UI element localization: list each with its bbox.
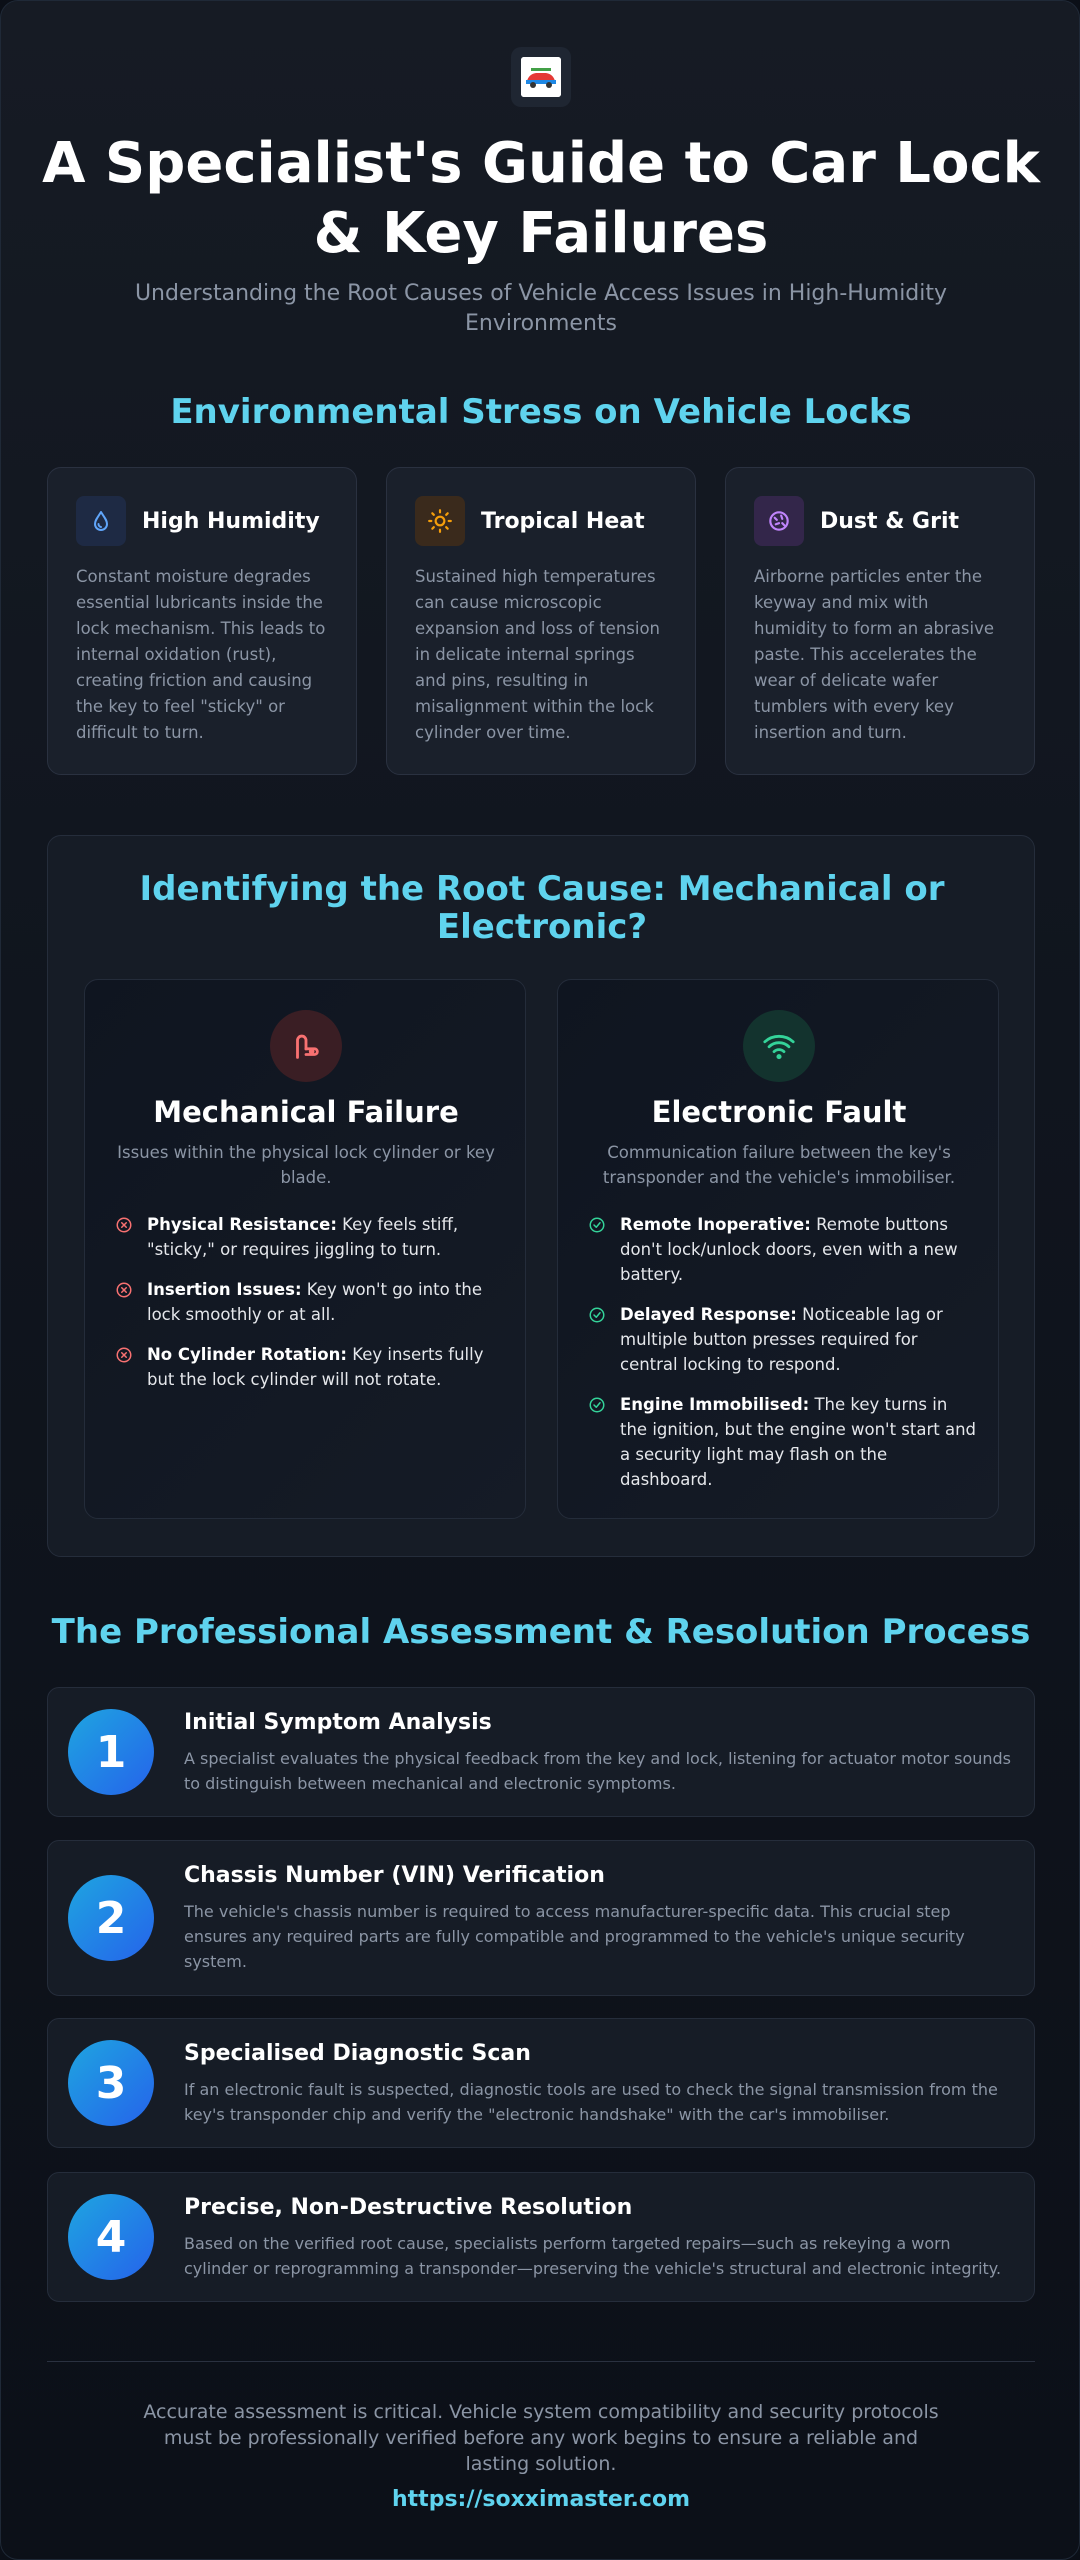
page-subtitle: Understanding the Root Causes of Vehicle Access Issues in High-Humidity Environments <box>134 281 948 336</box>
process-step-2 <box>47 1840 1035 1996</box>
logo <box>511 47 571 107</box>
card-text: Sustained high temperatures can cause microscopic expansion and loss of tension in delicate internal springs and pins, resulting in misalignment within the lock cylinder over time. <box>415 567 661 742</box>
x-circle-icon <box>115 1281 133 1299</box>
process-step-1 <box>47 1687 1035 1817</box>
list-item <box>588 1212 978 1287</box>
mechanical-failure-panel <box>84 979 526 1519</box>
footer-note: Accurate assessment is critical. Vehicle system compatibility and security protocols must be professionally verified before any work begins to ensure a reliable and lasting solution. <box>143 2401 939 2475</box>
mechanical-subtitle: Issues within the physical lock cylinder or key blade. <box>117 1143 495 1187</box>
step-title: Initial Symptom Analysis <box>184 1710 492 1735</box>
x-circle-icon <box>115 1216 133 1234</box>
mechanical-list <box>115 1212 505 1407</box>
step-number-badge: 3 <box>68 2040 154 2126</box>
droplet-icon <box>76 496 126 546</box>
card-title: High Humidity <box>142 508 320 534</box>
process-heading: The Professional Assessment & Resolution Process <box>51 1612 1031 1652</box>
list-item <box>115 1342 505 1392</box>
step-title: Precise, Non-Destructive Resolution <box>184 2195 633 2220</box>
card-tropical-heat <box>386 467 696 775</box>
list-item <box>115 1277 505 1327</box>
item-text: Remote buttons don't lock/unlock doors, even with a new battery. <box>620 1215 958 1284</box>
sun-icon <box>415 496 465 546</box>
list-item <box>588 1302 978 1377</box>
step-title: Chassis Number (VIN) Verification <box>184 1863 605 1888</box>
step-text: A specialist evaluates the physical feedback from the key and lock, listening for actuator motor sounds to distinguish between mechanical and electronic symptoms. <box>184 1749 1012 1793</box>
diagnosis-section <box>47 835 1035 1557</box>
item-text: Noticeable lag or multiple button presses required for central locking to respond. <box>620 1305 943 1374</box>
item-label: Remote Inoperative: <box>620 1215 811 1234</box>
card-title: Dust & Grit <box>820 508 960 534</box>
list-item <box>115 1212 505 1262</box>
electronic-subtitle: Communication failure between the key's transponder and the vehicle's immobiliser. <box>602 1143 956 1187</box>
step-title: Specialised Diagnostic Scan <box>184 2041 531 2066</box>
process-step-4 <box>47 2172 1035 2302</box>
item-label: Delayed Response: <box>620 1305 797 1324</box>
item-text: The key turns in the ignition, but the engine won't start and a security light may flash on the dashboard. <box>620 1395 977 1489</box>
car-logo-icon <box>521 57 561 97</box>
item-text: Key feels stiff, "sticky," or requires jiggling to turn. <box>147 1215 459 1259</box>
item-label: Physical Resistance: <box>147 1215 337 1234</box>
diagnosis-heading: Identifying the Root Cause: Mechanical or Electronic? <box>139 869 945 947</box>
item-text: Key won't go into the lock smoothly or at all. <box>147 1280 482 1324</box>
environment-heading: Environmental Stress on Vehicle Locks <box>170 392 912 432</box>
mechanical-title: Mechanical Failure <box>153 1095 459 1129</box>
card-text: Constant moisture degrades essential lubricants inside the lock mechanism. This leads to internal oxidation (rust), creating friction and causing the key to feel "sticky" or difficult to turn. <box>76 567 326 742</box>
card-text: Airborne particles enter the keyway and mix with humidity to form an abrasive paste. This accelerates the wear of delicate wafer tumblers with every key insertion and turn. <box>754 567 995 742</box>
electronic-list <box>588 1212 978 1507</box>
check-circle-icon <box>588 1216 606 1234</box>
key-hand-icon <box>270 1010 342 1082</box>
step-text: If an electronic fault is suspected, diagnostic tools are used to check the signal transmission from the key's transponder chip and verify the "electronic handshake" with the car's immobiliser. <box>184 2080 998 2124</box>
step-number-badge: 4 <box>68 2194 154 2280</box>
electronic-fault-panel <box>557 979 999 1519</box>
card-title: Tropical Heat <box>481 508 645 534</box>
page-title: A Specialist's Guide to Car Lock & Key Failures <box>42 131 1040 266</box>
wifi-icon <box>743 1010 815 1082</box>
card-dust-grit <box>725 467 1035 775</box>
item-text: Key inserts fully but the lock cylinder will not rotate. <box>147 1345 484 1389</box>
item-label: Engine Immobilised: <box>620 1395 810 1414</box>
x-circle-icon <box>115 1346 133 1364</box>
step-number-badge: 1 <box>68 1709 154 1795</box>
footer-divider <box>47 2361 1035 2362</box>
electronic-title: Electronic Fault <box>651 1095 907 1129</box>
item-label: No Cylinder Rotation: <box>147 1345 347 1364</box>
step-text: The vehicle's chassis number is required to access manufacturer-specific data. This crucial step ensures any required parts are fully compatible and programmed to the vehicle's unique security system. <box>184 1902 965 1971</box>
dust-icon <box>754 496 804 546</box>
item-label: Insertion Issues: <box>147 1280 302 1299</box>
check-circle-icon <box>588 1306 606 1324</box>
card-high-humidity <box>47 467 357 775</box>
list-item <box>588 1392 978 1492</box>
step-number-badge: 2 <box>68 1875 154 1961</box>
website-link[interactable]: https://soxximaster.com <box>392 2487 690 2512</box>
step-text: Based on the verified root cause, specialists perform targeted repairs—such as rekeying a worn cylinder or reprogramming a transponder—preserving the vehicle's structural and electronic integrity. <box>184 2234 1002 2278</box>
process-step-3 <box>47 2018 1035 2148</box>
check-circle-icon <box>588 1396 606 1414</box>
